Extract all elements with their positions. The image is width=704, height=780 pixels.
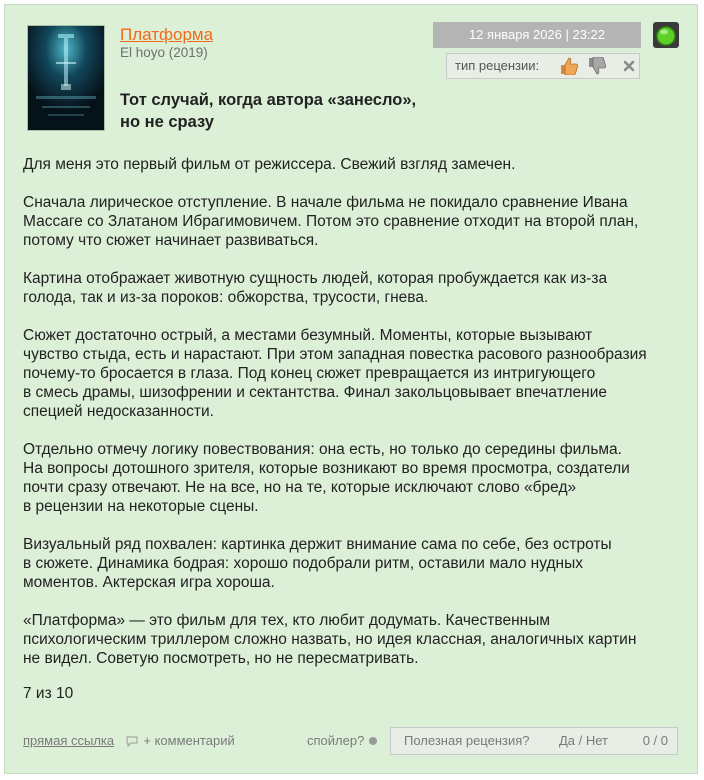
review-paragraph: «Платформа» — это фильм для тех, кто любит додумать. Качественным психологическим триллером сложно назвать, но идея классная, аналогичных картин не видел. Советую посмотреть, но не пересматривать. (23, 612, 637, 667)
cross-icon[interactable] (619, 57, 639, 75)
review-rating: 7 из 10 (23, 685, 74, 702)
review-paragraph: Сначала лирическое отступление. В начале фильма не покидало сравнение Ивана Массаге со Златаном Ибрагимовичем. Потом это сравнение отходит на второй план, потому что сюжет начинает развиваться. (23, 194, 639, 249)
review-paragraph: Сюжет достаточно острый, а местами безумный. Моменты, которые вызывают чувство стыда, есть и нарастают. При этом западная повестка расового разнообразия почему-то бросается в глаза. Под конец сюжет превращается из интригующего в смесь драмы, шизофрении и сектантства. Финал закольцовывает впечатление специей недосказанности. (23, 327, 647, 420)
speech-bubble-icon (126, 735, 138, 750)
spoiler-label: спойлер? (307, 733, 365, 748)
spoiler-toggle[interactable] (307, 733, 378, 748)
review-paragraph: Отдельно отмечу логику повествования: она есть, но только до середины фильма. На вопросы дотошного зрителя, которые возникают во время просмотра, создатели почти сразу отвечают. Не на все, но на те, которые исключают слово «бред» в рецензии на некоторые сцены. (23, 441, 630, 515)
add-comment-link[interactable]: + комментарий (143, 733, 235, 748)
review-paragraph: Для меня это первый фильм от режиссера. Свежий взгляд замечен. (23, 156, 516, 173)
helpful-score: 0 / 0 (642, 733, 668, 748)
headline-line-2: но не сразу (120, 113, 214, 131)
headline-line-1: Тот случай, когда автора «занесло», (120, 91, 417, 109)
review-paragraph: Картина отображает животную сущность людей, которая пробуждается как из-за голода, так и из-за пороков: обжорства, трусости, гнева. (23, 270, 608, 306)
review-headline (120, 89, 416, 133)
review-paragraph: Визуальный ряд похвален: картинка держит внимание сама по себе, без остроты в сюжете. Динамика бодрая: хорошо подобрали ритм, оставили мало нудных моментов. Актерская игра хороша. (23, 536, 612, 591)
poster-image (28, 26, 104, 130)
film-title-link[interactable]: Платформа (120, 25, 214, 44)
helpful-question: Полезная рецензия? (404, 733, 530, 748)
yes-no-vote[interactable]: Да / Нет (559, 733, 609, 748)
thumbs-up-icon[interactable] (559, 57, 579, 75)
film-poster[interactable] (27, 25, 105, 131)
review-body (23, 155, 683, 687)
permalink-link[interactable]: прямая ссылка (23, 733, 115, 748)
thumbs-down-icon[interactable] (587, 57, 607, 75)
spoiler-dot-icon (368, 736, 378, 746)
helpful-review-panel (390, 727, 678, 755)
review-type-panel (446, 53, 640, 79)
review-type-label: тип рецензии: (455, 58, 540, 73)
review-date: 12 января 2026 | 23:22 (433, 22, 641, 48)
review-footer (23, 733, 235, 750)
review-card (4, 4, 698, 774)
original-title: El hoyo (2019) (120, 45, 208, 60)
green-circle-icon (653, 22, 679, 48)
